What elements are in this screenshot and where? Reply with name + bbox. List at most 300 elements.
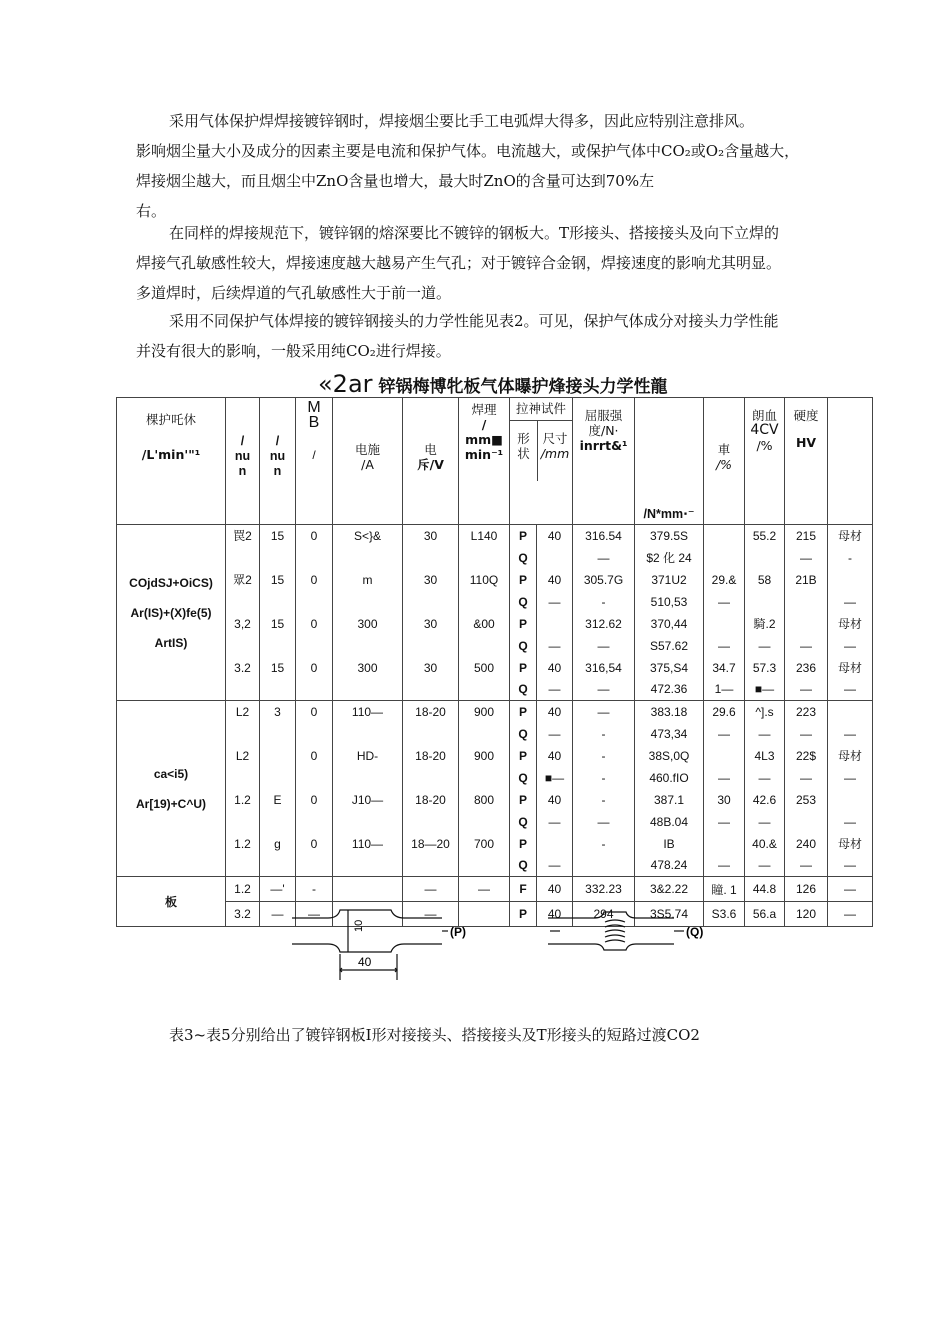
cell-speed (459, 679, 510, 701)
cell-cv: 4L3 (745, 745, 785, 767)
cell-col4: 0 (296, 745, 333, 767)
cell-shape: P (510, 902, 537, 927)
cell-elong (704, 547, 745, 569)
cell-yield: - (573, 723, 635, 745)
cell-size: — (537, 811, 573, 833)
cell-voltage: — (403, 902, 459, 927)
cell-speed: &00 (459, 613, 510, 635)
cell-col4: 0 (296, 789, 333, 811)
cell-speed: 110Q (459, 569, 510, 591)
cell-hardness: 21B (785, 569, 828, 591)
cell-cv: — (745, 855, 785, 877)
cell-col2: 1.2 (226, 877, 260, 902)
table-row (117, 789, 873, 811)
text-line: 采用气体保护焊焊接镀锌钢时，焊接烟尘要比手工电弧焊大得多，因此应特别注意排风。 (169, 112, 755, 130)
cell-speed: 900 (459, 745, 510, 767)
cell-hardness (785, 591, 828, 613)
cell-shape: Q (510, 591, 537, 613)
cell-shape: P (510, 745, 537, 767)
cell-size (537, 833, 573, 855)
cell-speed (459, 591, 510, 613)
cell-shape: P (510, 525, 537, 547)
cell-col2 (226, 723, 260, 745)
cell-shape: Q (510, 547, 537, 569)
cell-col3: 15 (260, 613, 296, 635)
cell-note: 母材 (828, 657, 873, 679)
cell-col3: E (260, 789, 296, 811)
cell-shape: P (510, 833, 537, 855)
cell-hardness: 120 (785, 902, 828, 927)
header-yield-strength: 屈服强 度/N· inrrt&¹ (573, 398, 635, 525)
cell-speed (459, 855, 510, 877)
table-number: «2ar (318, 370, 373, 398)
cell-col2: 1.2 (226, 833, 260, 855)
cell-note: — (828, 811, 873, 833)
cell-cv: 40.& (745, 833, 785, 855)
cell-voltage: 30 (403, 569, 459, 591)
cell-strength: 3S5.74 (635, 902, 704, 927)
cell-hardness: — (785, 547, 828, 569)
gas-label: ca<i5) (153, 766, 189, 781)
table-row (117, 833, 873, 855)
table-row (117, 525, 873, 547)
dimension-label-thickness: 10 (353, 919, 365, 932)
cell-col4: 0 (296, 569, 333, 591)
cell-current: HD- (333, 745, 403, 767)
cell-note: 母材 (828, 613, 873, 635)
cell-strength: 3&2.22 (635, 877, 704, 902)
cell-col2 (226, 767, 260, 789)
cell-hardness: 126 (785, 877, 828, 902)
gas-label: Ar[19)+C^U) (135, 796, 207, 811)
cell-col3 (260, 723, 296, 745)
cell-shape: Q (510, 635, 537, 657)
cell-yield: 316.54 (573, 525, 635, 547)
cell-size: 40 (537, 569, 573, 591)
header-speed: 焊理 / mm■ min⁻¹ (459, 398, 510, 525)
cell-current: S<}& (333, 525, 403, 547)
cell-shape: F (510, 877, 537, 902)
cell-strength: 371U2 (635, 569, 704, 591)
cell-current (333, 635, 403, 657)
cell-cv: 58 (745, 569, 785, 591)
cell-speed: 800 (459, 789, 510, 811)
header-col3: / nu n (260, 398, 296, 525)
cell-size: ■— (537, 767, 573, 789)
cell-yield: 312.62 (573, 613, 635, 635)
table-row (117, 745, 873, 767)
cell-strength: IB (635, 833, 704, 855)
cell-yield: 294 (573, 902, 635, 927)
cell-voltage: — (403, 877, 459, 902)
cell-col2 (226, 679, 260, 701)
cell-note (828, 701, 873, 723)
cell-current: 110— (333, 833, 403, 855)
paragraph-1 (136, 106, 876, 226)
cell-col4: 0 (296, 657, 333, 679)
cell-note: — (828, 635, 873, 657)
cell-col3 (260, 745, 296, 767)
cell-speed (459, 547, 510, 569)
cell-strength: 510,53 (635, 591, 704, 613)
text-line: 在同样的焊接规范下，镀锌钢的熔深要比不镀锌的钢板大。T形接头、搭接接头及向下立焊的 (169, 224, 780, 242)
cell-size: — (537, 855, 573, 877)
header-tensile-specimen: 拉神试件 形 状 尺寸 /mm (510, 398, 573, 525)
cell-elong: 29.6 (704, 701, 745, 723)
cell-col3 (260, 767, 296, 789)
cell-strength: $2 化 24 (635, 547, 704, 569)
paragraph-3 (136, 306, 876, 366)
cell-yield: - (573, 745, 635, 767)
cell-elong (704, 613, 745, 635)
cell-yield: — (573, 679, 635, 701)
cell-col3 (260, 855, 296, 877)
cell-gas (117, 701, 226, 877)
cell-shape: P (510, 789, 537, 811)
cell-col4 (296, 591, 333, 613)
cell-cv: — (745, 811, 785, 833)
cell-current (333, 811, 403, 833)
cell-hardness: — (785, 855, 828, 877)
cell-note: — (828, 767, 873, 789)
cell-col4: 0 (296, 833, 333, 855)
table-row (117, 613, 873, 635)
cell-strength: 387.1 (635, 789, 704, 811)
cell-elong: 30 (704, 789, 745, 811)
cell-voltage: 18-20 (403, 701, 459, 723)
table-row (117, 767, 873, 789)
cell-current (333, 591, 403, 613)
cell-strength: 460.fIO (635, 767, 704, 789)
cell-elong: — (704, 723, 745, 745)
cell-yield: — (573, 547, 635, 569)
cell-yield: - (573, 591, 635, 613)
cell-voltage: 30 (403, 525, 459, 547)
cell-shape: P (510, 569, 537, 591)
cell-size: 40 (537, 525, 573, 547)
cell-col2: 3.2 (226, 657, 260, 679)
cell-speed (459, 723, 510, 745)
cell-col4 (296, 811, 333, 833)
header-current: 电施 /A (333, 398, 403, 525)
cell-voltage (403, 635, 459, 657)
cell-speed (459, 635, 510, 657)
header-shape: 形 状 (510, 421, 538, 481)
paragraph-2 (136, 218, 876, 308)
cell-hardness: 236 (785, 657, 828, 679)
header-elongation: 車 /% (704, 398, 745, 525)
cell-yield: 305.7G (573, 569, 635, 591)
cell-hardness: 253 (785, 789, 828, 811)
cell-current (333, 723, 403, 745)
cell-hardness: 240 (785, 833, 828, 855)
cell-yield: — (573, 701, 635, 723)
text-line: 采用不同保护气体焊接的镀锌钢接头的力学性能见表2。可见，保护气体成分对接头力学性能 (169, 312, 779, 330)
specimen-label-p: (P) (450, 925, 466, 939)
cell-col4: — (296, 902, 333, 927)
header-gas: 棵护吒休 /L'min'"¹ (117, 398, 226, 525)
cell-col2 (226, 811, 260, 833)
header-col2: / nu n (226, 398, 260, 525)
cell-hardness: — (785, 679, 828, 701)
cell-elong (704, 525, 745, 547)
cell-voltage (403, 723, 459, 745)
cell-speed: 500 (459, 657, 510, 679)
cell-note: — (828, 723, 873, 745)
cell-speed: 900 (459, 701, 510, 723)
cell-cv: — (745, 767, 785, 789)
cell-shape: P (510, 613, 537, 635)
cell-hardness (785, 613, 828, 635)
cell-size (537, 613, 573, 635)
cell-current: 300 (333, 657, 403, 679)
cell-note: — (828, 877, 873, 902)
cell-size: — (537, 591, 573, 613)
cell-col2: 3.2 (226, 902, 260, 927)
cell-col4: - (296, 877, 333, 902)
cell-voltage (403, 767, 459, 789)
cell-gas (117, 525, 226, 701)
header-col4: M B / (296, 398, 333, 525)
cell-elong: 29.& (704, 569, 745, 591)
cell-col4: 0 (296, 613, 333, 635)
cell-col2 (226, 855, 260, 877)
table-row (117, 591, 873, 613)
cell-note: — (828, 591, 873, 613)
cell-cv: — (745, 723, 785, 745)
cell-col3 (260, 591, 296, 613)
cell-col3 (260, 679, 296, 701)
table-row (117, 569, 873, 591)
cell-shape: P (510, 657, 537, 679)
cell-voltage (403, 679, 459, 701)
cell-hardness: — (785, 767, 828, 789)
gas-label: Ar(IS)+(X)fe(5) (130, 605, 212, 620)
cell-cv: 44.8 (745, 877, 785, 902)
cell-note: 母材 (828, 745, 873, 767)
cell-yield: - (573, 833, 635, 855)
cell-strength: 473,34 (635, 723, 704, 745)
cell-col3 (260, 547, 296, 569)
cell-size: 40 (537, 789, 573, 811)
cell-col4: 0 (296, 525, 333, 547)
cell-strength: 375,S4 (635, 657, 704, 679)
cell-cv: 57.3 (745, 657, 785, 679)
cell-strength: 383.18 (635, 701, 704, 723)
cell-elong: 34.7 (704, 657, 745, 679)
cell-strength: 48B.04 (635, 811, 704, 833)
cell-hardness: 215 (785, 525, 828, 547)
cell-note: - (828, 547, 873, 569)
cell-col3 (260, 811, 296, 833)
cell-note: — (828, 902, 873, 927)
table-row (117, 701, 873, 723)
cell-col2 (226, 635, 260, 657)
cell-col4 (296, 767, 333, 789)
cell-shape: Q (510, 811, 537, 833)
cell-voltage: 18-20 (403, 745, 459, 767)
cell-gas (117, 877, 226, 927)
header-note (828, 398, 873, 525)
cell-cv: ^].s (745, 701, 785, 723)
cell-strength: 472.36 (635, 679, 704, 701)
mechanical-properties-table (116, 397, 873, 927)
text-line: 右。 (136, 202, 167, 220)
cell-note (828, 789, 873, 811)
gas-label: ArtIS) (154, 635, 188, 650)
header-size: 尺寸 /mm (540, 431, 570, 461)
cell-col2: L2 (226, 701, 260, 723)
cell-col2: 罠2 (226, 525, 260, 547)
gas-label: 板 (164, 895, 177, 909)
cell-yield: — (573, 635, 635, 657)
cell-elong: 瞳. 1 (704, 877, 745, 902)
cell-voltage (403, 547, 459, 569)
cell-strength: 379.5S (635, 525, 704, 547)
text-line: 并没有很大的影响，一般采用纯CO₂进行焊接。 (136, 342, 451, 360)
cell-col4 (296, 723, 333, 745)
cell-speed (459, 767, 510, 789)
text-line: 焊接气孔敏感性较大，焊接速度越大越易产生气孔；对于镀锌合金钢，焊接速度的影响尤其明显。 (136, 254, 782, 272)
cell-hardness: — (785, 723, 828, 745)
cell-speed: 700 (459, 833, 510, 855)
cell-shape: Q (510, 855, 537, 877)
cell-col2 (226, 591, 260, 613)
cell-cv (745, 547, 785, 569)
cell-col2 (226, 547, 260, 569)
table-row (117, 635, 873, 657)
specimen-diagram (290, 898, 710, 990)
cell-shape: Q (510, 723, 537, 745)
cell-col2: 1.2 (226, 789, 260, 811)
cell-voltage (403, 811, 459, 833)
cell-col2: 眾2 (226, 569, 260, 591)
dimension-label-length: 40 (358, 955, 372, 969)
cell-size: 40 (537, 745, 573, 767)
cell-current (333, 547, 403, 569)
cell-col3: 15 (260, 525, 296, 547)
cell-hardness: 223 (785, 701, 828, 723)
cell-cv: 56.a (745, 902, 785, 927)
cell-cv: ■— (745, 679, 785, 701)
cell-voltage (403, 591, 459, 613)
cell-cv: — (745, 635, 785, 657)
cell-current: m (333, 569, 403, 591)
cell-col2: L2 (226, 745, 260, 767)
cell-cv: 42.6 (745, 789, 785, 811)
cell-strength: 478.24 (635, 855, 704, 877)
cell-elong: — (704, 767, 745, 789)
cell-shape: Q (510, 679, 537, 701)
table-title (318, 370, 667, 398)
cell-cv (745, 591, 785, 613)
cell-col4: 0 (296, 701, 333, 723)
gas-label: COjdSJ+OiCS) (129, 575, 213, 590)
cell-shape: Q (510, 767, 537, 789)
cell-elong (704, 745, 745, 767)
cell-size (537, 547, 573, 569)
table-row (117, 855, 873, 877)
cell-yield (573, 855, 635, 877)
cell-col4 (296, 679, 333, 701)
table-row (117, 547, 873, 569)
text-line: 影响烟尘量大小及成分的因素主要是电流和保护气体。电流越大，或保护气体中CO₂或O₂含量越大， (136, 142, 800, 160)
cell-elong: 1— (704, 679, 745, 701)
cell-col3: g (260, 833, 296, 855)
cell-current: 300 (333, 613, 403, 635)
cell-note: — (828, 855, 873, 877)
cell-yield: - (573, 789, 635, 811)
cell-elong: S3.6 (704, 902, 745, 927)
cell-speed (459, 811, 510, 833)
cell-speed: L140 (459, 525, 510, 547)
cell-yield: 316,54 (573, 657, 635, 679)
table-row (117, 679, 873, 701)
cell-current (333, 679, 403, 701)
footer-paragraph: 表3~表5分别给出了镀锌钢板I形对接接头、搭接接头及T形接头的短路过渡CO2 (169, 1026, 700, 1044)
cell-size: — (537, 723, 573, 745)
cell-size: 40 (537, 877, 573, 902)
cell-elong: — (704, 811, 745, 833)
cell-hardness: 22$ (785, 745, 828, 767)
cell-size: 40 (537, 657, 573, 679)
cell-size: — (537, 679, 573, 701)
cell-col3: — (260, 902, 296, 927)
cell-hardness (785, 811, 828, 833)
cell-note (828, 569, 873, 591)
cell-size: — (537, 635, 573, 657)
cell-col3 (260, 635, 296, 657)
cell-current: 110— (333, 701, 403, 723)
cell-voltage: 18—20 (403, 833, 459, 855)
cell-size: 40 (537, 701, 573, 723)
cell-col3: 15 (260, 569, 296, 591)
cell-note: 母材 (828, 833, 873, 855)
cell-strength: 38S,0Q (635, 745, 704, 767)
text-line: 焊接烟尘越大，而且烟尘中ZnO含量也增大，最大时ZnO的含量可达到70%左 (136, 172, 655, 190)
cell-strength: 370,44 (635, 613, 704, 635)
table-row (117, 723, 873, 745)
cell-strength: S57.62 (635, 635, 704, 657)
header-tensile-strength: /N*mm⋅⁻ (635, 398, 704, 525)
cell-yield: — (573, 811, 635, 833)
cell-col3: 15 (260, 657, 296, 679)
cell-col4 (296, 855, 333, 877)
cell-shape: P (510, 701, 537, 723)
cell-voltage: 30 (403, 657, 459, 679)
cell-elong: — (704, 591, 745, 613)
cell-note: 母材 (828, 525, 873, 547)
cell-yield: 332.23 (573, 877, 635, 902)
cell-voltage: 18-20 (403, 789, 459, 811)
cell-voltage: 30 (403, 613, 459, 635)
header-reduction: 朗血 4CV /% (745, 398, 785, 525)
text-line: 多道焊时，后续焊道的气孔敏感性大于前一道。 (136, 284, 452, 302)
cell-size: 40 (537, 902, 573, 927)
header-voltage: 电 斥/V (403, 398, 459, 525)
cell-cv: 55.2 (745, 525, 785, 547)
header-hardness: 硬度 HV (785, 398, 828, 525)
cell-col3: 3 (260, 701, 296, 723)
table-row (117, 811, 873, 833)
cell-speed: — (459, 877, 510, 902)
cell-current (333, 855, 403, 877)
cell-col2: 3,2 (226, 613, 260, 635)
cell-current: J10— (333, 789, 403, 811)
cell-col4 (296, 635, 333, 657)
table-caption: 锌锅梅博牝板气体曝护烽接头力学性龍 (378, 377, 668, 397)
cell-col3: —' (260, 877, 296, 902)
